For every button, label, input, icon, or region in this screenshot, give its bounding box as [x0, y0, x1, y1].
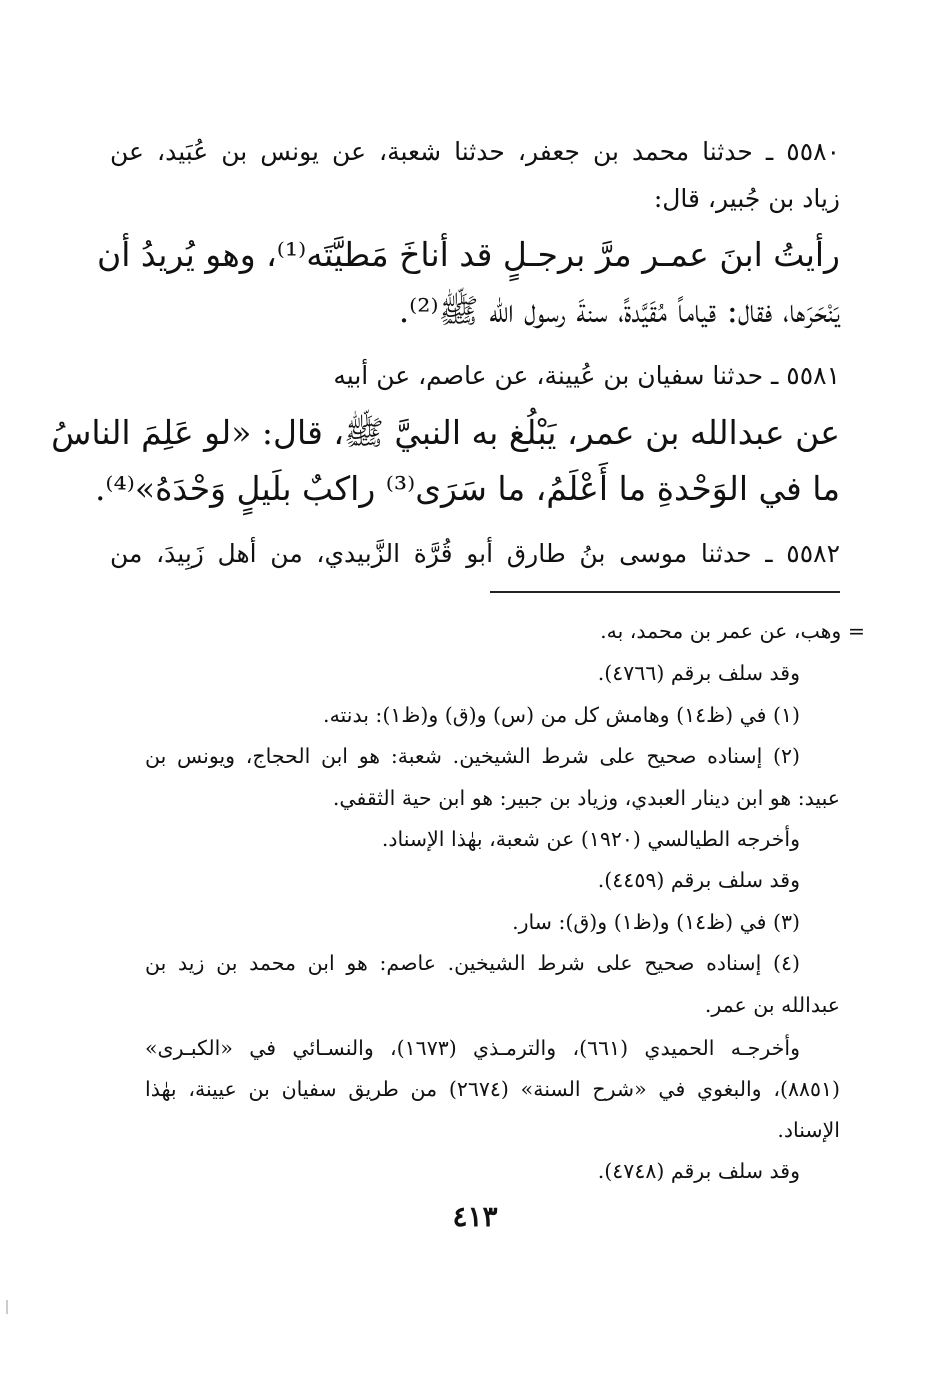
hadith-5581-line-1: ٥٥٨١ ـ حدثنا سفيان بن عُيينة، عن عاصم، عن أبيه: [333, 361, 840, 390]
footnote-continuation-ref: وقد سلف برقم (٤٧٦٦).: [597, 661, 800, 685]
footnote-4-line-4: (٨٨٥١)، والبغوي في «شرح السنة» (٢٦٧٤) من طريق سفيان بن عيينة، بهٰذا: [145, 1077, 840, 1101]
footnote-continuation: = وهب، عن عمر بن محمد، به.: [600, 619, 865, 643]
footnote-4-line-1: (٤) إسناده صحيح على شرط الشيخين. عاصم: هو ابن محمد بن زيد بن: [145, 951, 800, 975]
footnote-2-line-4: وقد سلف برقم (٤٤٥٩).: [597, 868, 800, 892]
hadith-5581-text-2: ما في الوَحْدةِ ما أَعْلَمُ، ما سَرَى⁽³⁾ راكبٌ بلَيلٍ وَحْدَهُ»⁽⁴⁾.: [94, 469, 840, 508]
footnote-1: (١) في (ظ١٤) وهامش كل من (س) و(ق) و(ظ١): بدنته.: [323, 703, 800, 727]
footnote-4-line-2: عبدالله بن عمر.: [704, 993, 840, 1017]
page-number: ٤١٣: [452, 1200, 498, 1233]
footnote-2-line-2: عبيد: هو ابن دينار العبدي، وزياد بن جبير: هو ابن حية الثقفي.: [332, 786, 840, 810]
hadith-5581-text-1: عن عبدالله بن عمر، يَبْلُغ به النبيَّ ﷺ، قال: «لو عَلِمَ الناسُ: [51, 413, 840, 452]
hadith-5580-line-1: ٥٥٨٠ ـ حدثنا محمد بن جعفر، حدثنا شعبة، عن يونس بن عُبَيد، عن: [110, 137, 840, 166]
footnote-separator: [490, 591, 840, 593]
hadith-5580-text-1: رأيتُ ابنَ عمـر مرَّ برجـلٍ قد أناخَ مَطيَّتَه⁽¹⁾، وهو يُريدُ أن: [97, 235, 840, 274]
hadith-5580-text-2: يَنْحَرَها، فقال: قياماً مُقَيَّدةً، سنةَ رسول الله ﷺ⁽²⁾.: [398, 291, 840, 330]
footnote-4-line-5: الإسناد.: [777, 1118, 840, 1142]
hadith-5582-line-1: ٥٥٨٢ ـ حدثنا موسى بنُ طارق أبو قُرَّة الزَّبيدي، من أهل زَبِيدَ، من: [110, 539, 840, 568]
footnote-2-line-3: وأخرجه الطيالسي (١٩٢٠) عن شعبة، بهٰذا الإسناد.: [381, 827, 800, 851]
footnote-4-line-3: وأخرجـه الحميدي (٦٦١)، والترمـذي (١٦٧٣)، والنسـائي في «الكبـرى»: [145, 1036, 800, 1060]
footnote-2-line-1: (٢) إسناده صحيح على شرط الشيخين. شعبة: هو ابن الحجاج، ويونس بن: [145, 744, 800, 768]
footnote-3: (٣) في (ظ١٤) و(ظ١) و(ق): سار.: [512, 910, 800, 934]
scan-edge-mark: [6, 1300, 8, 1314]
footnote-4-line-6: وقد سلف برقم (٤٧٤٨).: [597, 1159, 800, 1183]
hadith-5580-line-2: زياد بن جُبير، قال:: [653, 184, 840, 213]
